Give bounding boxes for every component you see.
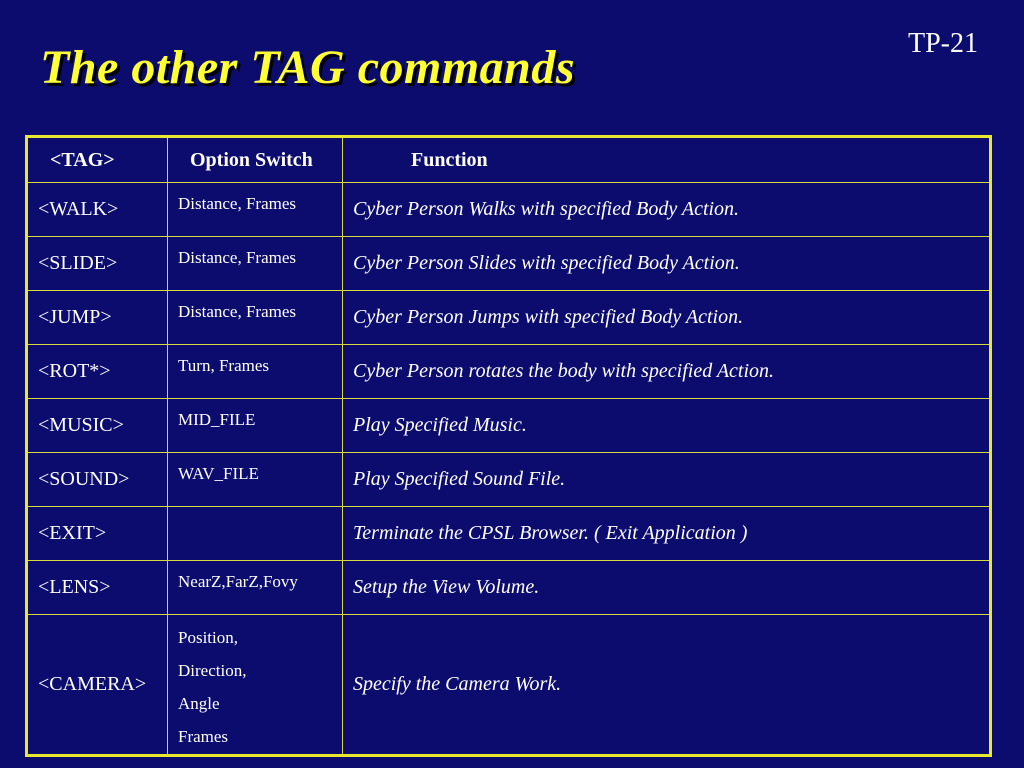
- slide-title: The other TAG commands: [40, 41, 576, 94]
- option-cell: WAV_FILE: [168, 453, 343, 507]
- function-cell: Setup the View Volume.: [343, 561, 991, 615]
- table-row: [27, 561, 991, 615]
- option-cell: Distance, Frames: [168, 237, 343, 291]
- tag-cell: <CAMERA>: [27, 615, 168, 756]
- function-cell: Cyber Person Slides with specified Body Action.: [343, 237, 991, 291]
- option-cell: MID_FILE: [168, 399, 343, 453]
- function-cell: Cyber Person Jumps with specified Body Action.: [343, 291, 991, 345]
- header-function: Function: [343, 137, 991, 183]
- table-row: [27, 291, 991, 345]
- tag-cell: <EXIT>: [27, 507, 168, 561]
- option-cell: Turn, Frames: [168, 345, 343, 399]
- table-row: [27, 453, 991, 507]
- tag-cell: <ROT*>: [27, 345, 168, 399]
- function-cell: Play Specified Music.: [343, 399, 991, 453]
- header-tag: <TAG>: [27, 137, 168, 183]
- tag-cell: <SOUND>: [27, 453, 168, 507]
- function-cell: Terminate the CPSL Browser. ( Exit Application ): [343, 507, 991, 561]
- tag-cell: <MUSIC>: [27, 399, 168, 453]
- table-row: [27, 399, 991, 453]
- tag-cell: <LENS>: [27, 561, 168, 615]
- table-row: [27, 615, 991, 756]
- option-line: Position,: [178, 628, 238, 647]
- function-cell: Play Specified Sound File.: [343, 453, 991, 507]
- option-line: Frames: [178, 727, 229, 746]
- tag-commands-table: [25, 135, 992, 757]
- option-cell: Distance, Frames: [168, 183, 343, 237]
- option-cell: Distance, Frames: [168, 291, 343, 345]
- tag-cell: <JUMP>: [27, 291, 168, 345]
- table-row: [27, 345, 991, 399]
- tag-cell: <WALK>: [27, 183, 168, 237]
- table-row: [27, 183, 991, 237]
- function-cell: Cyber Person rotates the body with specified Action.: [343, 345, 991, 399]
- option-cell: [168, 507, 343, 561]
- header-option-switch: Option Switch: [168, 137, 343, 183]
- tag-cell: <SLIDE>: [27, 237, 168, 291]
- option-cell: [168, 615, 343, 756]
- option-line: Angle: [178, 694, 220, 713]
- function-cell: Specify the Camera Work.: [343, 615, 991, 756]
- page-number: TP-21: [908, 28, 978, 59]
- table-row: [27, 237, 991, 291]
- table-header-row: [27, 137, 991, 183]
- option-line: Direction,: [178, 661, 247, 680]
- table-row: [27, 507, 991, 561]
- option-cell: NearZ,FarZ,Fovy: [168, 561, 343, 615]
- function-cell: Cyber Person Walks with specified Body Action.: [343, 183, 991, 237]
